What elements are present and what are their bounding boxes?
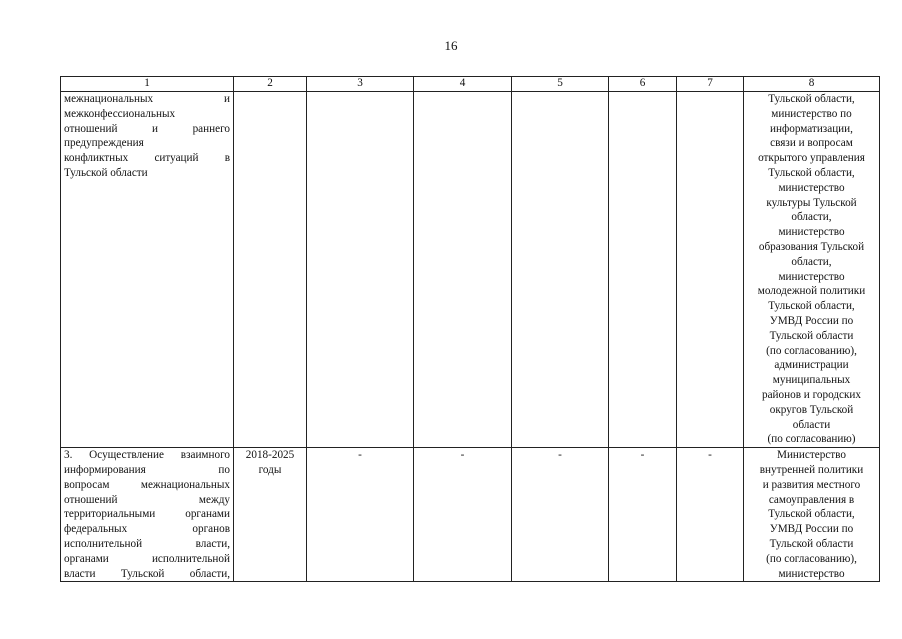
responsible-cell xyxy=(744,448,880,582)
measure-name-cell xyxy=(61,448,234,582)
text-line: культуры Тульской xyxy=(766,196,857,209)
text-line: Тульской области xyxy=(769,537,854,550)
text-line: связи и вопросам xyxy=(770,137,853,150)
column-header: 8 xyxy=(744,77,880,92)
text-line: (по согласованию), xyxy=(766,344,857,357)
text-line: информирования по xyxy=(64,463,230,476)
text-line: (по согласованию), xyxy=(766,552,857,565)
program-table xyxy=(60,76,880,582)
text-line: отношений между xyxy=(64,493,230,506)
text-line: 3. Осуществление взаимного xyxy=(64,449,230,462)
text-line: министерство xyxy=(778,270,845,283)
text-line: отношений и раннего xyxy=(64,122,230,135)
text-line: области xyxy=(792,418,831,431)
value-cell xyxy=(609,92,677,448)
value-cell xyxy=(414,92,512,448)
text-line: вопросам межнациональных xyxy=(64,478,230,491)
text-line: образования Тульской xyxy=(758,240,865,253)
text-line: и развития местного xyxy=(762,478,861,491)
column-header: 7 xyxy=(677,77,744,92)
text-line: (по согласованию) xyxy=(767,433,856,446)
text-line: предупреждения xyxy=(64,137,144,150)
text-line: Тульской области xyxy=(769,329,854,342)
text-line: министерство по xyxy=(771,107,852,120)
text-line: открытого управления xyxy=(758,152,865,165)
table-row xyxy=(61,92,880,448)
value-cell: - xyxy=(307,448,414,582)
text-line: межконфессиональных xyxy=(64,107,176,120)
text-line: районов и городских xyxy=(761,388,862,401)
value-cell: - xyxy=(677,448,744,582)
responsible-cell xyxy=(744,92,880,448)
text-line: УМВД России по xyxy=(769,314,854,327)
text-line: межнациональных и xyxy=(64,93,230,105)
column-header: 5 xyxy=(512,77,609,92)
column-header: 2 xyxy=(234,77,307,92)
text-line: администрации xyxy=(774,359,849,372)
text-line: 2018-2025 xyxy=(245,449,295,462)
text-line: области, xyxy=(791,255,832,268)
text-line: исполнительной власти, xyxy=(64,537,230,550)
column-header: 3 xyxy=(307,77,414,92)
text-line: министерство xyxy=(778,181,845,194)
text-line: Тульской области, xyxy=(768,93,855,105)
text-line: органами исполнительной xyxy=(64,552,230,565)
column-header: 4 xyxy=(414,77,512,92)
text-line: конфликтных ситуаций в xyxy=(64,152,230,165)
text-line: министерство xyxy=(778,226,845,239)
table-header-row xyxy=(61,77,880,92)
value-cell: - xyxy=(609,448,677,582)
column-header: 1 xyxy=(61,77,234,92)
text-line: внутренней политики xyxy=(759,463,864,476)
value-cell xyxy=(512,92,609,448)
text-line: округов Тульской xyxy=(769,403,854,416)
measure-name-cell xyxy=(61,92,234,448)
term-cell xyxy=(234,92,307,448)
text-line: годы xyxy=(258,463,282,476)
text-line: Тульской области, xyxy=(768,300,855,313)
text-line: УМВД России по xyxy=(769,523,854,536)
text-line: власти Тульской области, xyxy=(64,567,230,580)
value-cell: - xyxy=(414,448,512,582)
text-line: федеральных органов xyxy=(64,523,230,536)
text-line: министерство xyxy=(778,567,845,580)
text-line: Тульской области xyxy=(64,166,148,179)
value-cell xyxy=(677,92,744,448)
text-line: муниципальных xyxy=(772,374,851,387)
text-line: территориальными органами xyxy=(64,508,230,521)
term-cell xyxy=(234,448,307,582)
text-line: области, xyxy=(791,211,832,224)
text-line: самоуправления в xyxy=(768,493,855,506)
page-number: 16 xyxy=(444,38,458,53)
column-header: 6 xyxy=(609,77,677,92)
text-line: Тульской области, xyxy=(768,508,855,521)
text-line: Министерство xyxy=(777,449,846,462)
text-line: молодежной политики xyxy=(757,285,866,298)
text-line: Тульской области, xyxy=(768,166,855,179)
value-cell xyxy=(307,92,414,448)
text-line: информатизации, xyxy=(770,122,853,135)
value-cell: - xyxy=(512,448,609,582)
table-row xyxy=(61,448,880,582)
